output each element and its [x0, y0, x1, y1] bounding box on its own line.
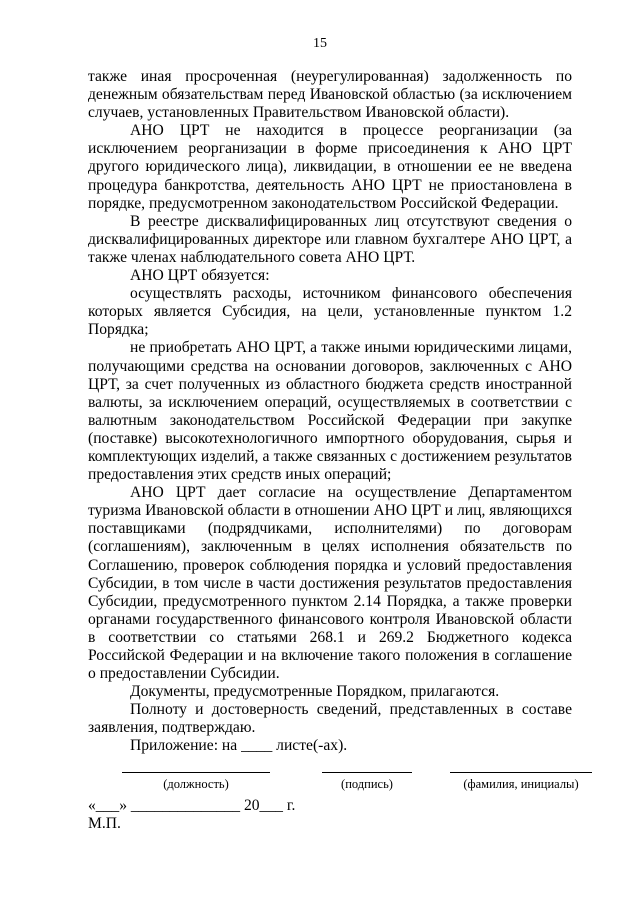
name-caption: (фамилия, инициалы): [463, 777, 579, 791]
position-field: [122, 772, 270, 792]
paragraph-consent: АНО ЦРТ дает согласие на осуществление Департаментом туризма Ивановской области в отношении АНО ЦРТ и лиц, являющихся поставщиками (подрядчиками, исполнителями) по договорам (соглашениям), заключенным в целях исполнения обязательств по Соглашению, проверок соблюдения порядка и условий предоставления Субсидии, в том числе в части достижения результатов предоставления Субсидии, предусмотренного пунктом 2.14 Порядка, а также проверки органами государственного финансового контроля Ивановской области в соответствии со статьями 268.1 и 269.2 Бюджетного кодекса Российской Федерации и на включение такого положения в соглашение о предоставлении Субсидии.: [88, 484, 572, 683]
page-number: 15: [313, 36, 327, 51]
paragraph-expenses: осуществлять расходы, источником финансового обеспечения которых является Субсидия, на цели, установленные пунктом 1.2 Порядка;: [88, 285, 572, 339]
signature-line: [322, 772, 412, 773]
position-caption: (должность): [163, 777, 229, 791]
signature-field: [322, 772, 412, 792]
paragraph-documents: Документы, предусмотренные Порядком, прилагаются.: [130, 683, 500, 701]
paragraph-debt: также иная просроченная (неурегулированная) задолженность по денежным обязательствам перед Ивановской областью (за исключением случаев, установленных Правительством Ивановской области).: [88, 68, 572, 122]
paragraph-currency: не приобретать АНО ЦРТ, а также иными юридическими лицами, получающими средства на основании договоров, заключенных с АНО ЦРТ, за счет полученных из областного бюджета средств иностранной валюты, за исключением операций, осуществляемых в соответствии с валютным законодательством Российской Федерации при закупке (поставке) высокотехнологичного импортного оборудования, сырья и комплектующих изделий, а также связанных с достижением результатов предоставления этих средств иных операций;: [88, 339, 572, 484]
paragraph-obligations-intro: АНО ЦРТ обязуется:: [130, 267, 270, 285]
position-line: [122, 772, 270, 773]
name-line: [450, 772, 592, 773]
paragraph-attachment: Приложение: на ____ листе(-ах).: [130, 737, 348, 755]
date-line: «___» ______________ 20___ г.: [88, 797, 296, 814]
paragraph-reorganization: АНО ЦРТ не находится в процессе реорганизации (за исключением реорганизации в форме присоединения к АНО ЦРТ другого юридического лица), ликвидации, в отношении ее не введена процедура банкротства, деятельность АНО ЦРТ не приостановлена в порядке, предусмотренном законодательством Российской Федерации.: [88, 122, 572, 212]
signature-caption: (подпись): [341, 777, 393, 791]
document-body: [88, 68, 572, 756]
paragraph-disqualified-registry: В реестре дисквалифицированных лиц отсутствуют сведения о дисквалифицированных директоре или главном бухгалтере АНО ЦРТ, а также членах наблюдательного совета АНО ЦРТ.: [88, 212, 572, 266]
stamp-label: М.П.: [88, 815, 121, 832]
name-field: [450, 772, 592, 792]
paragraph-confirmation: Полноту и достоверность сведений, представленных в составе заявления, подтверждаю.: [88, 701, 572, 737]
